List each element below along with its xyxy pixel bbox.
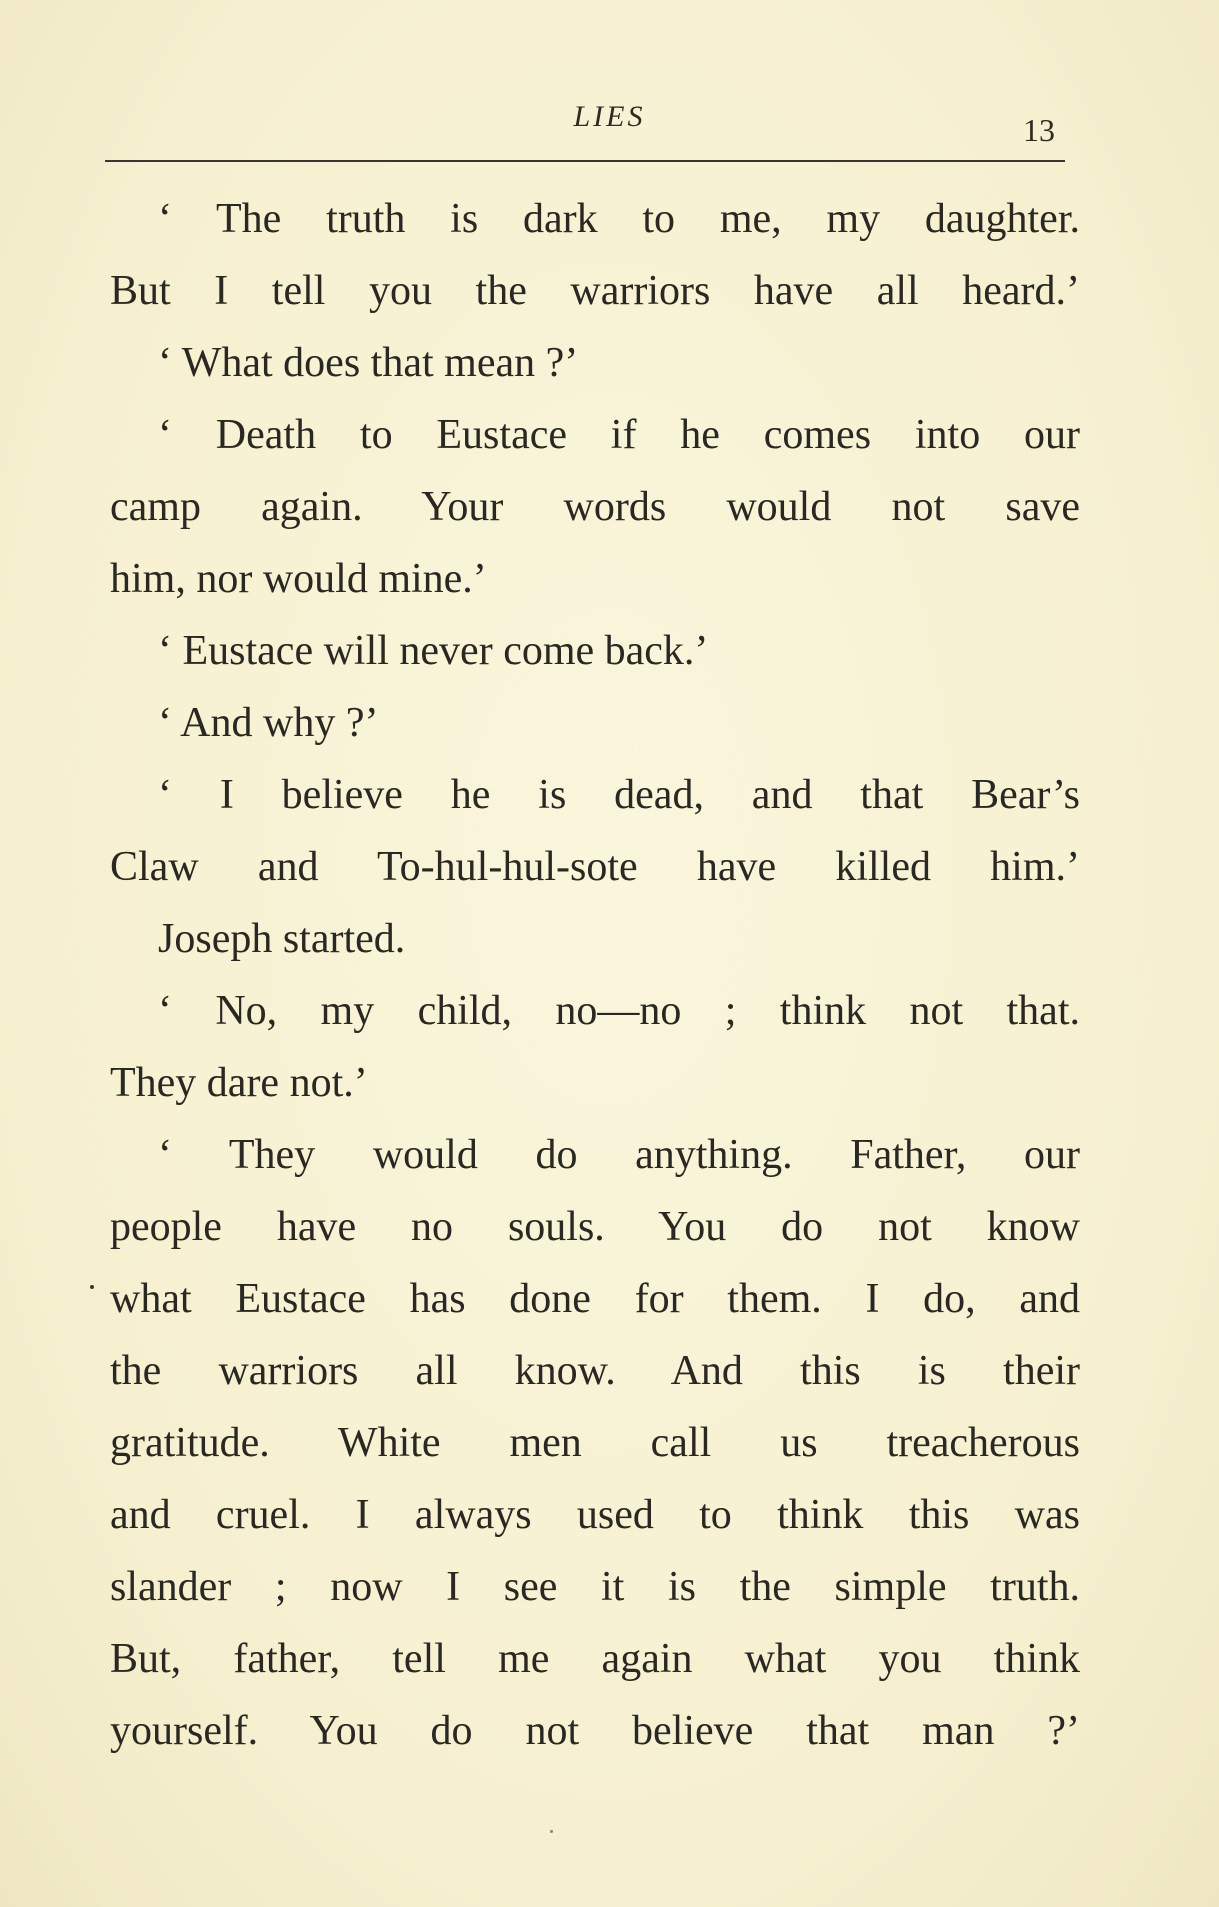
text-line: Joseph started. <box>158 916 406 962</box>
text-line: yourself. You do not believe that man ?’ <box>110 1708 1080 1754</box>
header-rule <box>105 160 1065 162</box>
body-text <box>110 183 1080 1767</box>
text-line: ‘ The truth is dark to me, my daughter. <box>158 196 1080 242</box>
running-head-title: LIES <box>573 100 646 133</box>
text-line: ‘ What does that mean ?’ <box>158 340 579 386</box>
text-line: But I tell you the warriors have all heard.’ <box>110 268 1080 314</box>
text-line: ‘ They would do anything. Father, our <box>158 1132 1080 1178</box>
text-line: and cruel. I always used to think this was <box>110 1492 1080 1538</box>
text-line: camp again. Your words would not save <box>110 484 1080 530</box>
text-line: gratitude. White men call us treacherous <box>110 1420 1080 1466</box>
text-line: slander ; now I see it is the simple truth. <box>110 1564 1080 1610</box>
text-line: Claw and To-hul-hul-sote have killed him.’ <box>110 844 1080 890</box>
text-line: ‘ And why ?’ <box>158 700 379 746</box>
text-line: ‘ Eustace will never come back.’ <box>158 628 709 674</box>
text-line: ‘ Death to Eustace if he comes into our <box>158 412 1080 458</box>
text-line: people have no souls. You do not know <box>110 1204 1080 1250</box>
text-line: ‘ I believe he is dead, and that Bear’s <box>158 772 1080 818</box>
text-line: But, father, tell me again what you think <box>110 1636 1080 1682</box>
print-speck <box>90 1285 94 1289</box>
text-line: what Eustace has done for them. I do, and <box>110 1276 1080 1322</box>
text-line: the warriors all know. And this is their <box>110 1348 1080 1394</box>
print-speck <box>550 1830 553 1833</box>
page-number: 13 <box>1023 112 1055 148</box>
text-line: They dare not.’ <box>110 1060 368 1106</box>
text-line: him, nor would mine.’ <box>110 556 487 602</box>
text-line: ‘ No, my child, no—no ; think not that. <box>158 988 1080 1034</box>
